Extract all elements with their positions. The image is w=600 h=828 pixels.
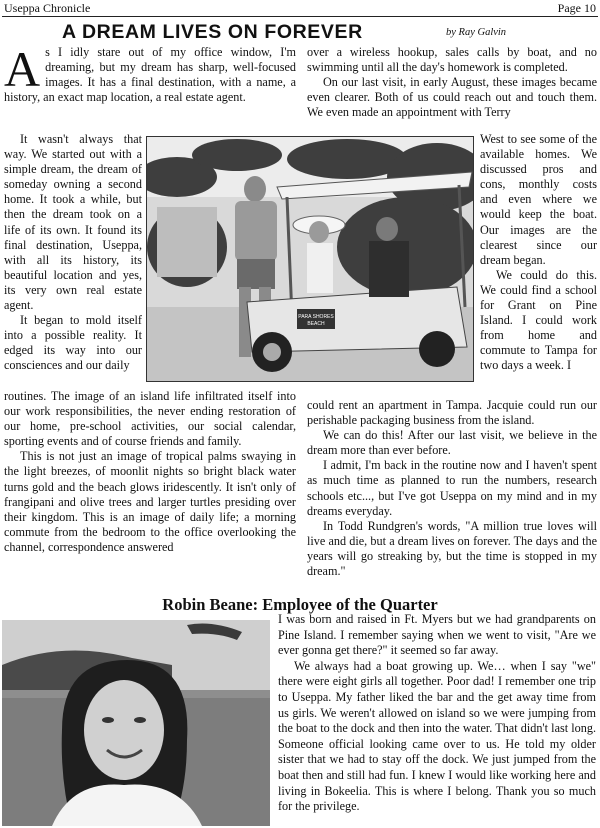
- golf-cart-photo: [146, 136, 474, 382]
- paragraph: This is not just an image of tropical palms swaying in the light breezes, of moonlit nights so bright black water turns gold and the beach glows iridescently. It isn't only of frangipani and olive trees and larger turtles presiding over their kingdom. This is an image of daily life; a morning commute from the bedroom to the office overlooking the channel, correspondence answered: [4, 449, 296, 554]
- paragraph: On our last visit, in early August, these images became even clearer. Both of us could reach out and touch them. We even made an appointment with Terry: [307, 75, 597, 120]
- article-column-left: [4, 389, 296, 555]
- page-number: Page 10: [557, 1, 596, 15]
- paragraph: We always had a boat growing up. We… when I say "we" there were eight girls all together. Poor dad! I remember one trip to Useppa. My father liked the bar and the get away time from us girls. We weren't allowed on island so we were jumping from the boat to the dock and then into the water. That didn't last long. Someone official looking came over to us. He told my older sister that we had to stay off the dock. We just jumped from the boat then and still had fun. I knew I would like working here and living in Bokeelia. This is where I belong. Thank you so much for the privilege.: [278, 658, 596, 814]
- article-column-right-top: [307, 45, 597, 120]
- cart-text: PARA SHORES: [298, 314, 334, 320]
- paragraph: It began to mold itself into a possible reality. It edged its way into our consciences and our daily: [4, 313, 142, 373]
- paragraph: We could do this. We could find a school for Grant on Pine Island. I could work from home and commute to Tampa for two days a week. I: [480, 267, 597, 373]
- article-byline: by Ray Galvin: [446, 27, 507, 38]
- paragraph: West to see some of the available homes. We discussed pros and cons, monthly costs and even where we would keep the boat. Our images are the clearest since our dream began.: [480, 132, 597, 267]
- article-column-right-narrow: [480, 132, 597, 374]
- employee-portrait-photo: [2, 620, 270, 826]
- publication-name: Useppa Chronicle: [4, 1, 91, 15]
- paragraph: routines. The image of an island life infiltrated itself into our work responsibilities, the never ending restoration of our home, pre-school activities, our social calendar, sporting events and of course friends and family.: [4, 389, 296, 449]
- intro-text: s I idly stare out of my office window, I'm dreaming, but my dream has sharp, well-focused images. It has a final destination, with a name, a history, an exact map location, a real estate agent.: [4, 45, 296, 105]
- paragraph: over a wireless hookup, sales calls by boat, and no swimming until all the day's homework is completed.: [307, 45, 597, 75]
- paragraph: We can do this! After our last visit, we believe in the dream more than ever before.: [307, 428, 597, 458]
- paragraph: I was born and raised in Ft. Myers but we had grandparents on Pine Island. I remember saying when we went to visit, "Are we ever gonna get there?" it seemed so far away.: [278, 612, 596, 658]
- cart-text: BEACH: [307, 321, 325, 327]
- article-title: A DREAM LIVES ON FOREVER: [62, 21, 363, 43]
- paragraph: In Todd Rundgren's words, "A million true loves will live and die, but a dream lives on forever. The days and the years will go streaking by, but the time is stopped in my dream.": [307, 518, 597, 579]
- article-column-narrow: [4, 132, 142, 374]
- drop-cap: A: [4, 41, 41, 97]
- masthead: [2, 0, 598, 17]
- paragraph: could rent an apartment in Tampa. Jacquie could run our perishable packaging business from the island.: [307, 398, 597, 428]
- article-intro: [4, 41, 296, 105]
- paragraph: It wasn't always that way. We started out with a simple dream, the dream of someday owning a second home. It took a while, but then the dream took on a life of its own. It found its final destination, Useppa, with all its history, its beautiful location and yes, its very own real estate agent.: [4, 132, 142, 313]
- feature-text: [278, 612, 596, 815]
- feature-title: Robin Beane: Employee of the Quarter: [162, 595, 438, 614]
- article-column-right: [307, 398, 597, 579]
- paragraph: I admit, I'm back in the routine now and I haven't spent as much time as planned to run the numbers, research schools etc..., but I've got Useppa on my mind and in my dreams everyday.: [307, 458, 597, 518]
